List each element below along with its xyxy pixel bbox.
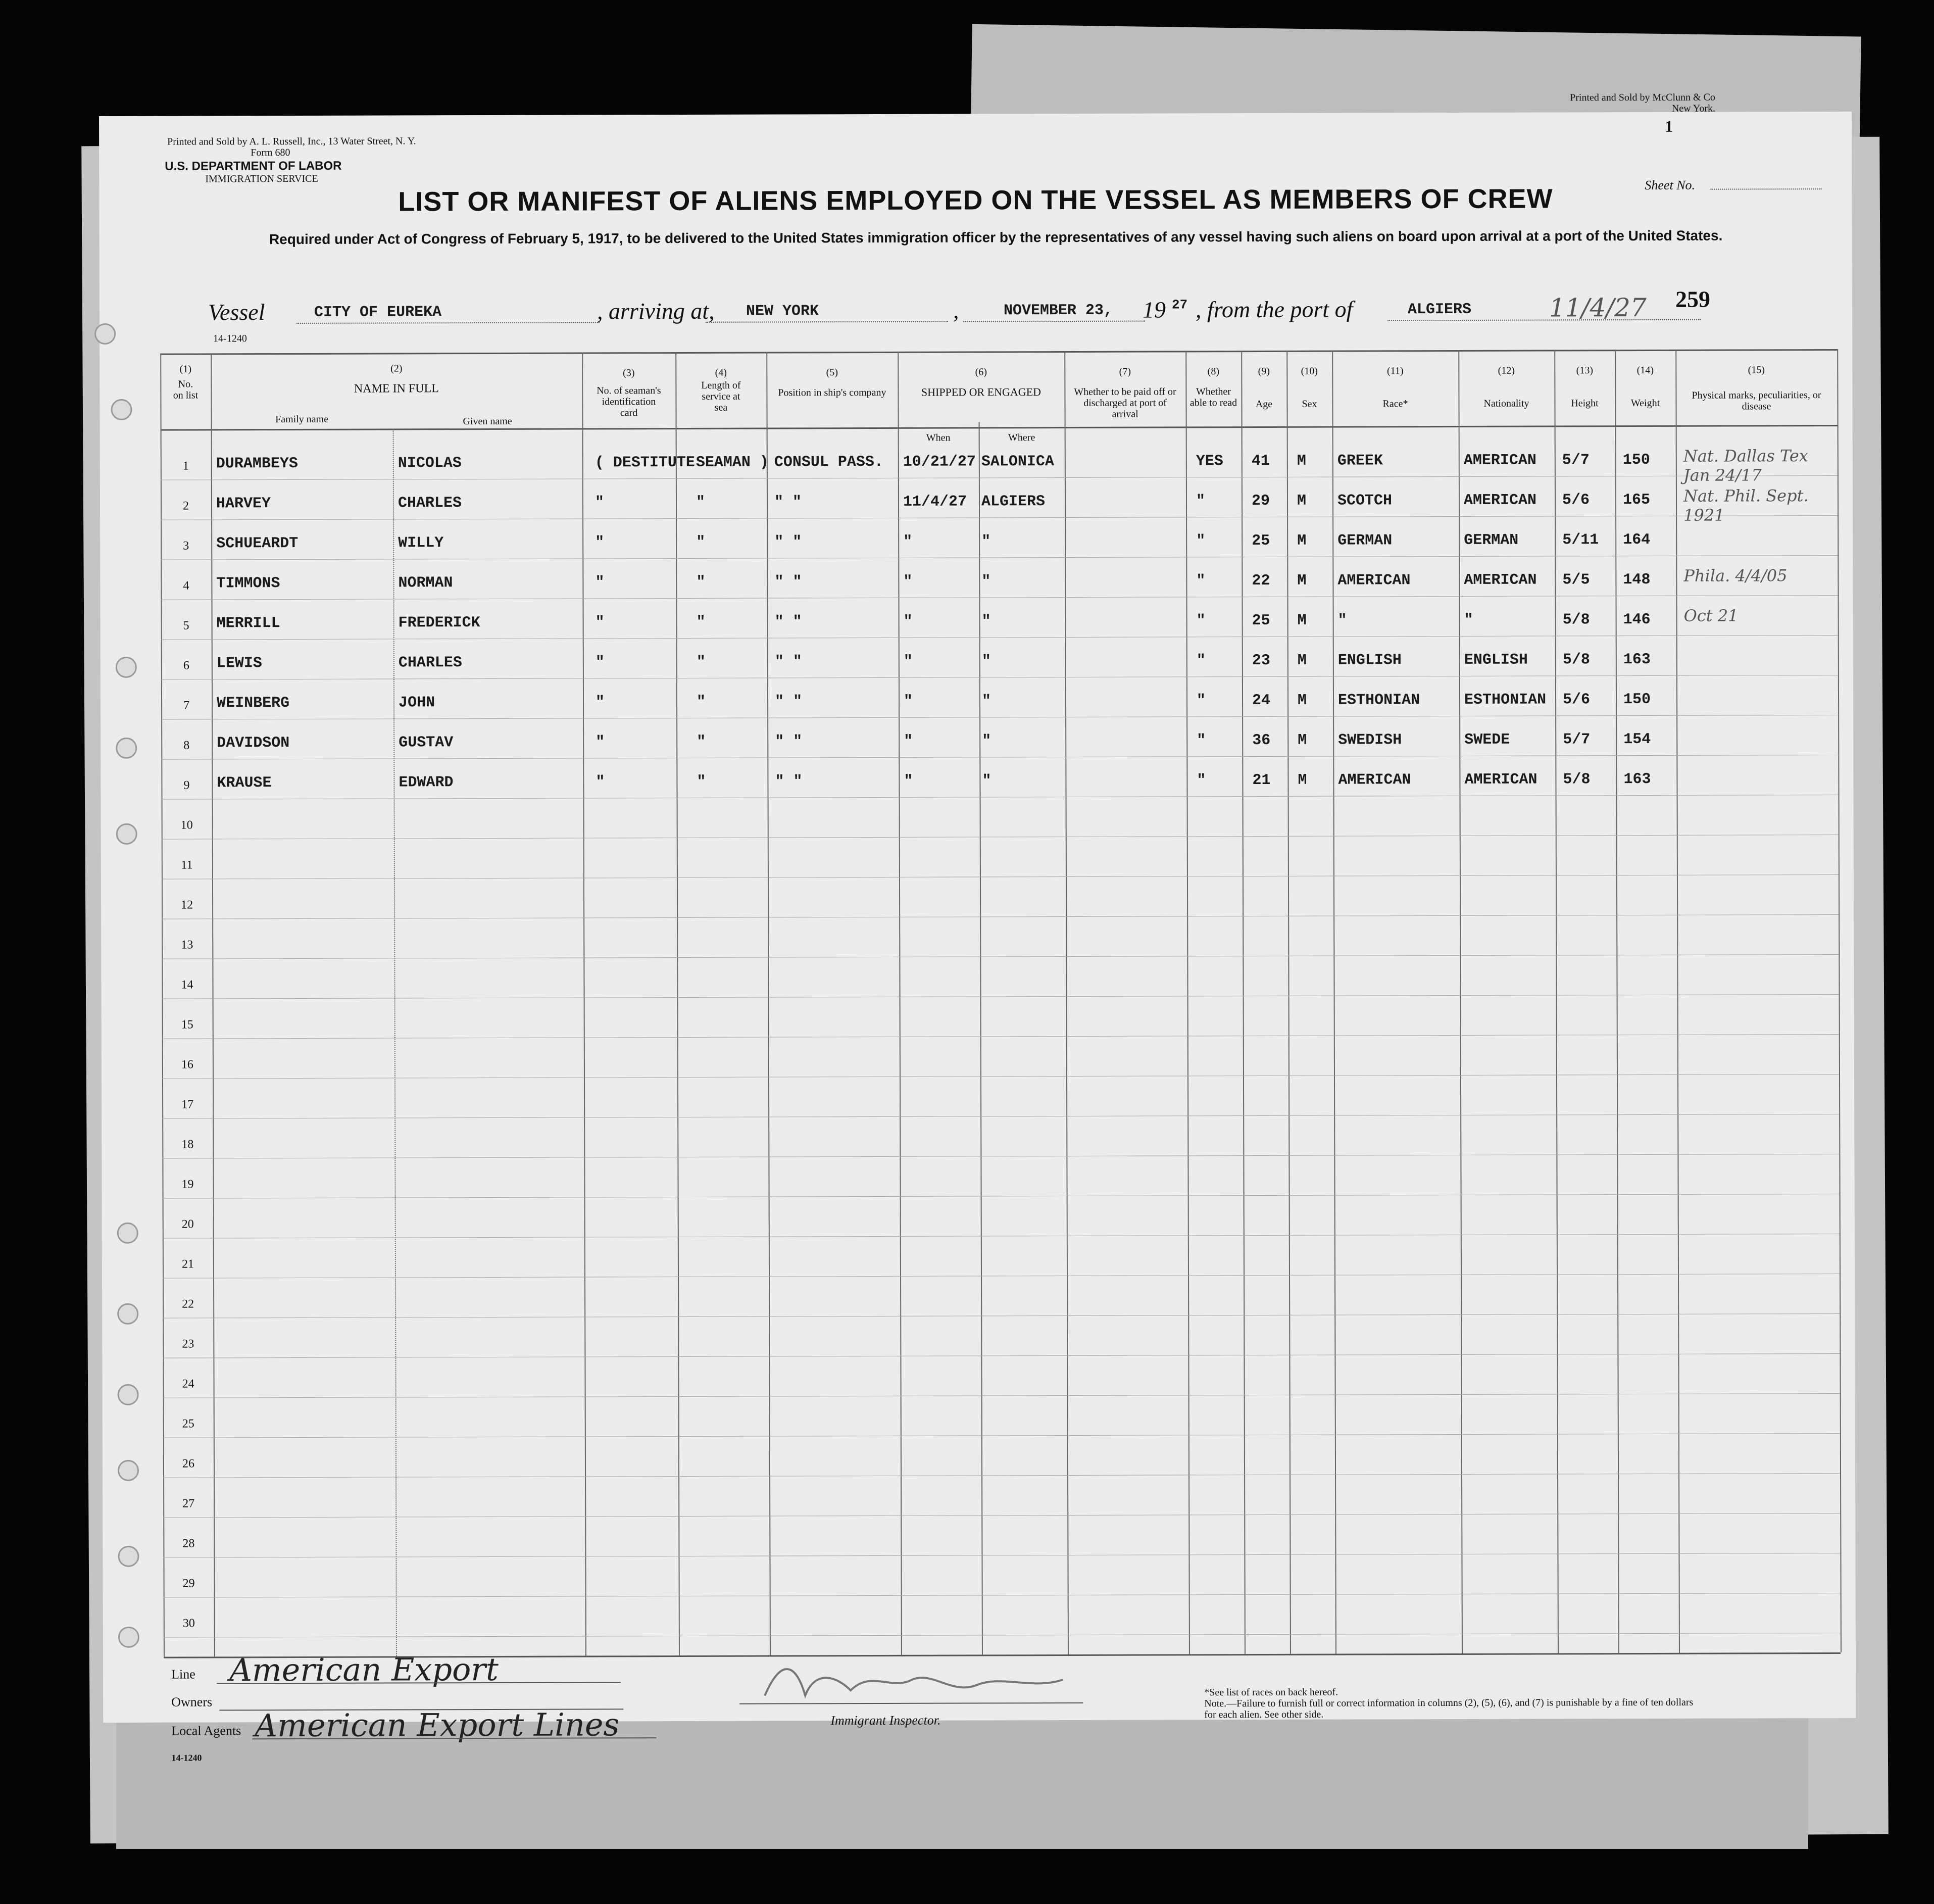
race-cell: ESTHONIAN — [1337, 692, 1420, 709]
row-rule — [162, 994, 1839, 999]
column-divider — [160, 354, 165, 1657]
family-name-cell: KRAUSE — [217, 774, 272, 792]
line-number: 15 — [181, 1018, 193, 1032]
row-rule — [161, 595, 1838, 600]
height-cell: 5/6 — [1562, 492, 1590, 509]
weight-cell: 150 — [1622, 451, 1650, 469]
row-rule — [164, 1593, 1841, 1598]
age-cell: 24 — [1252, 692, 1271, 710]
arrival-year: 27 — [1171, 297, 1188, 313]
arrival-date: NOVEMBER 23, — [1003, 302, 1113, 320]
column-divider — [1185, 351, 1190, 1654]
col15-number: (15) — [1748, 364, 1765, 376]
service-length-cell: " — [696, 573, 706, 591]
column-divider — [1837, 349, 1842, 1652]
age-cell: 29 — [1251, 492, 1270, 510]
vessel-label: Vessel — [208, 299, 265, 325]
sheet-number: 1 — [1665, 117, 1673, 135]
height-cell: 5/7 — [1563, 731, 1591, 749]
col10-number: (10) — [1301, 365, 1318, 377]
shipped-where-cell: ALGIERS — [981, 493, 1046, 511]
col8-header: Whether able to read — [1189, 386, 1237, 409]
punch-hole — [117, 1223, 138, 1244]
height-cell: 5/11 — [1562, 531, 1599, 549]
row-rule — [163, 1473, 1840, 1478]
id-card-cell: " — [595, 614, 605, 631]
row-rule — [163, 1513, 1840, 1518]
row-rule — [162, 835, 1839, 840]
nationality-cell: AMERICAN — [1464, 771, 1538, 789]
given-name-cell: NORMAN — [398, 574, 453, 592]
line-number: 9 — [183, 778, 190, 792]
row-rule — [163, 1393, 1840, 1398]
col1-number: (1) — [179, 363, 191, 375]
nationality-cell: GERMAN — [1464, 531, 1519, 549]
column-divider — [1241, 351, 1246, 1654]
shipped-where-cell: " — [981, 693, 991, 710]
age-cell: 21 — [1252, 771, 1271, 790]
row-rule — [162, 874, 1839, 880]
col6-header: SHIPPED OR ENGAGED — [921, 385, 1042, 399]
col3-number: (3) — [623, 367, 635, 379]
family-name-cell: TIMMONS — [216, 575, 280, 593]
sex-cell: M — [1297, 612, 1307, 629]
weight-cell: 163 — [1623, 651, 1651, 669]
line-number: 18 — [181, 1138, 194, 1151]
col4-number: (4) — [715, 367, 727, 378]
inspector-label: Immigrant Inspector. — [830, 1713, 941, 1728]
sex-cell: M — [1298, 731, 1307, 749]
line-number: 19 — [181, 1178, 194, 1191]
line-number: 29 — [182, 1577, 195, 1590]
line-number: 4 — [183, 579, 189, 593]
line-number: 14 — [181, 978, 193, 992]
punch-hole — [117, 1303, 138, 1325]
able-to-read-cell: " — [1197, 772, 1206, 790]
footer-code: 14-1240 — [171, 1752, 202, 1763]
position-cell: " " — [774, 573, 802, 591]
family-name-cell: DAVIDSON — [217, 735, 290, 752]
column-divider — [766, 352, 771, 1655]
shipped-where-cell: " — [981, 653, 991, 670]
race-note: *See list of races on back hereof. — [1204, 1686, 1338, 1698]
sex-cell: M — [1297, 652, 1307, 669]
sex-cell: M — [1298, 771, 1307, 789]
race-cell: " — [1337, 612, 1347, 629]
punch-hole — [118, 1546, 139, 1567]
arrival-port: NEW YORK — [746, 303, 819, 320]
given-name-cell: CHARLES — [398, 495, 462, 512]
line-number: 23 — [182, 1337, 194, 1351]
shipped-where-cell: " — [982, 772, 991, 790]
service-label: IMMIGRATION SERVICE — [205, 173, 318, 185]
row-rule — [161, 635, 1838, 640]
line-number: 10 — [180, 818, 193, 832]
manifest-sheet — [99, 91, 1856, 1763]
row-rule — [162, 1074, 1839, 1079]
col2-header: NAME IN FULL — [354, 382, 439, 396]
line-number: 26 — [182, 1457, 195, 1471]
line-number: 3 — [183, 539, 189, 553]
weight-cell: 154 — [1623, 730, 1651, 749]
race-cell: SWEDISH — [1338, 731, 1402, 749]
row-rule — [163, 1194, 1840, 1199]
col6-when-header: When — [926, 432, 951, 444]
col13-header: Height — [1571, 398, 1599, 409]
line-number: 7 — [183, 699, 190, 712]
weight-cell: 150 — [1623, 691, 1651, 709]
line-number: 5 — [183, 619, 189, 632]
row-rule — [161, 675, 1838, 680]
col8-number: (8) — [1207, 366, 1220, 377]
col11-number: (11) — [1387, 365, 1404, 377]
service-length-cell: " — [696, 533, 706, 551]
col5-header: Position in ship's company — [778, 386, 886, 399]
column-divider — [675, 352, 680, 1655]
column-divider — [898, 352, 902, 1655]
id-card-cell: " — [596, 734, 605, 751]
sheet-label: Sheet No. — [1645, 177, 1696, 192]
age-cell: 22 — [1252, 572, 1270, 590]
weight-cell: 165 — [1622, 491, 1651, 509]
able-to-read-cell: " — [1196, 692, 1206, 710]
able-to-read-cell: " — [1196, 572, 1206, 590]
weight-cell: 163 — [1623, 770, 1651, 789]
service-length-cell: " — [696, 653, 706, 671]
sex-cell: M — [1297, 452, 1306, 470]
line-number: 11 — [181, 858, 193, 872]
shipped-where-cell: " — [982, 733, 991, 750]
service-length-cell: SEAMAN ) — [696, 454, 769, 471]
shipped-where-cell: " — [981, 613, 991, 630]
given-name-cell: JOHN — [398, 694, 435, 712]
line-number: 20 — [181, 1217, 194, 1231]
col1-header: No. on list — [173, 378, 199, 401]
year-prefix: 19 — [1142, 297, 1166, 323]
row-rule — [163, 1313, 1840, 1319]
departure-line — [1387, 319, 1701, 321]
row-rule — [162, 795, 1839, 800]
physical-marks-note: Phila. 4/4/05 — [1683, 566, 1788, 585]
family-name-cell: MERRILL — [216, 615, 280, 632]
given-name-cell: FREDERICK — [398, 614, 480, 632]
able-to-read-cell: YES — [1196, 453, 1223, 470]
given-name-cell: CHARLES — [398, 654, 462, 672]
shipped-when-cell: " — [904, 772, 913, 790]
punch-hole — [116, 823, 137, 845]
row-rule — [161, 755, 1838, 760]
position-cell: " " — [774, 653, 802, 671]
nationality-cell: " — [1464, 611, 1473, 629]
id-card-cell: " — [595, 654, 605, 671]
able-to-read-cell: " — [1197, 732, 1206, 750]
shipped-when-cell: " — [904, 733, 913, 750]
col9-header: Age — [1255, 398, 1273, 410]
row-rule — [162, 1154, 1839, 1159]
line-number: 30 — [182, 1617, 195, 1630]
height-cell: 5/8 — [1562, 651, 1590, 669]
line-signature: American Export — [229, 1650, 499, 1689]
race-cell: GREEK — [1337, 452, 1383, 470]
sex-cell: M — [1297, 532, 1307, 550]
penalty-note: Note.—Failure to furnish full or correct information in columns (2), (5), (6), and (7) is punishable by a fine of ten dollars for each alien. See other side. — [1204, 1696, 1694, 1721]
sex-cell: M — [1297, 492, 1307, 510]
punch-hole — [118, 1384, 139, 1405]
position-cell: " " — [774, 693, 803, 711]
id-card-cell: " — [595, 574, 605, 592]
page-title: LIST OR MANIFEST OF ALIENS EMPLOYED ON THE VESSEL AS MEMBERS OF CREW — [398, 183, 1553, 217]
col10-header: Sex — [1302, 398, 1317, 410]
col14-number: (14) — [1637, 364, 1654, 376]
row-rule — [161, 715, 1838, 720]
col15-header: Physical marks, peculiarities, or disease — [1692, 389, 1821, 412]
position-cell: " " — [774, 613, 802, 631]
col6-where-header: Where — [1008, 432, 1035, 444]
row-rule — [162, 1114, 1839, 1119]
vessel-name: CITY OF EUREKA — [314, 304, 442, 321]
family-name-cell: HARVEY — [216, 495, 271, 513]
printer-imprint: Printed and Sold by A. L. Russell, Inc., 13 Water Street, N. Y. — [167, 135, 416, 148]
col2-family-header: Family name — [275, 413, 329, 425]
punch-hole — [118, 1627, 139, 1648]
col12-header: Nationality — [1483, 398, 1529, 409]
col7-header: Whether to be paid off or discharged at port of arrival — [1074, 386, 1176, 420]
weight-cell: 148 — [1623, 571, 1651, 589]
punch-hole — [111, 399, 132, 420]
form-number: Form 680 — [251, 147, 290, 159]
line-number: 27 — [182, 1497, 195, 1510]
row-rule — [164, 1633, 1841, 1638]
row-rule — [162, 1034, 1839, 1039]
sex-cell: M — [1297, 692, 1307, 709]
row-rule — [163, 1433, 1840, 1438]
punch-hole — [118, 1460, 139, 1481]
line-number: 12 — [181, 898, 193, 912]
id-card-cell: " — [595, 694, 605, 711]
col14-header: Weight — [1630, 397, 1660, 409]
shipped-when-cell: 10/21/27 — [903, 453, 976, 471]
col6-number: (6) — [975, 366, 987, 378]
col4-header: Length of service at sea — [701, 379, 741, 413]
id-card-cell: " — [594, 494, 605, 512]
line-number: 21 — [181, 1257, 194, 1271]
height-cell: 5/5 — [1562, 571, 1590, 589]
shipped-when-cell: " — [903, 613, 913, 630]
age-cell: 25 — [1252, 612, 1270, 630]
owners-label: Owners — [171, 1694, 213, 1710]
service-length-cell: " — [696, 494, 706, 511]
col3-header: No. of seaman's identification card — [597, 385, 661, 419]
able-to-read-cell: " — [1196, 652, 1206, 670]
form-code: 14-1240 — [213, 333, 247, 345]
agents-signature: American Export Lines — [255, 1706, 620, 1744]
comma-label: , — [953, 297, 959, 323]
nationality-cell: SWEDE — [1464, 731, 1510, 749]
line-number: 2 — [182, 499, 189, 513]
punch-hole — [94, 323, 116, 345]
position-cell: CONSUL PASS. — [774, 453, 883, 471]
col7-number: (7) — [1119, 366, 1131, 377]
shipped-where-cell: " — [981, 533, 991, 551]
punch-hole — [116, 738, 137, 759]
column-divider — [1458, 350, 1463, 1653]
shipped-when-cell: " — [903, 573, 913, 591]
line-number: 13 — [181, 938, 193, 952]
col5-number: (5) — [826, 367, 838, 378]
family-name-cell: WEINBERG — [216, 695, 290, 712]
department-label: U.S. DEPARTMENT OF LABOR — [165, 159, 342, 173]
age-cell: 23 — [1252, 652, 1270, 670]
col12-number: (12) — [1498, 365, 1515, 376]
column-divider — [1554, 350, 1559, 1653]
able-to-read-cell: " — [1196, 493, 1206, 510]
arrival-line — [706, 321, 948, 323]
column-divider — [582, 352, 586, 1655]
family-name-cell: LEWIS — [216, 655, 262, 672]
handwritten-date: 11/4/27 — [1549, 292, 1647, 323]
row-rule — [161, 475, 1838, 480]
shipped-where-cell: SALONICA — [981, 453, 1054, 471]
height-cell: 5/8 — [1563, 771, 1591, 789]
col2-given-header: Given name — [463, 415, 512, 427]
nationality-cell: ESTHONIAN — [1464, 691, 1547, 709]
col11-header: Race* — [1382, 398, 1408, 410]
column-divider — [1675, 350, 1680, 1653]
line-number: 17 — [181, 1098, 194, 1111]
nationality-cell: AMERICAN — [1463, 452, 1536, 469]
position-cell: " " — [774, 494, 802, 511]
service-length-cell: " — [696, 693, 706, 711]
age-cell: 41 — [1251, 452, 1270, 470]
line-number: 22 — [182, 1297, 194, 1311]
height-cell: 5/6 — [1562, 691, 1591, 709]
line-label: Line — [171, 1667, 195, 1682]
family-name-cell: SCHUEARDT — [216, 534, 299, 553]
column-divider — [1615, 350, 1619, 1653]
row-rule — [162, 954, 1839, 959]
line-number: 1 — [182, 459, 189, 473]
column-divider — [979, 422, 983, 1654]
nationality-cell: ENGLISH — [1464, 651, 1528, 669]
table-border — [160, 349, 1837, 355]
column-divider — [1286, 351, 1291, 1654]
age-cell: 25 — [1252, 532, 1270, 550]
race-cell: ENGLISH — [1337, 652, 1402, 669]
family-name-cell: DURAMBEYS — [216, 455, 298, 473]
given-name-cell: GUSTAV — [399, 734, 454, 752]
agents-label: Local Agents — [171, 1723, 241, 1738]
page-subtitle: Required under Act of Congress of February 5, 1917, to be delivered to the United States immigration officer by the representatives of any vessel having such aliens on board upon arrival at a port of the United States. — [269, 227, 1723, 248]
physical-marks-note: Nat. Dallas Tex Jan 24/17 — [1683, 446, 1808, 485]
row-rule — [161, 515, 1838, 520]
position-cell: " " — [774, 533, 802, 551]
from-port-label: , from the port of — [1195, 296, 1353, 323]
given-name-cell: EDWARD — [399, 774, 454, 792]
col13-number: (13) — [1576, 365, 1594, 376]
physical-marks-note: Oct 21 — [1683, 606, 1739, 625]
line-number: 25 — [182, 1417, 194, 1431]
row-rule — [163, 1553, 1840, 1558]
page-number: 259 — [1675, 286, 1711, 312]
arriving-label: , arriving at, — [597, 298, 715, 324]
line-number: 24 — [182, 1377, 194, 1391]
column-divider — [1332, 351, 1336, 1654]
row-rule — [163, 1234, 1840, 1239]
race-cell: AMERICAN — [1337, 572, 1411, 590]
date-line — [963, 321, 1145, 322]
printer-imprint-right: Printed and Sold by McClunn & Co New York. — [1570, 91, 1715, 114]
line-number: 6 — [183, 659, 189, 672]
height-cell: 5/7 — [1562, 452, 1590, 469]
punch-hole — [116, 657, 137, 678]
age-cell: 36 — [1252, 731, 1271, 750]
sex-cell: M — [1297, 572, 1307, 590]
shipped-when-cell: " — [903, 653, 913, 670]
shipped-when-cell: 11/4/27 — [903, 493, 967, 511]
race-cell: AMERICAN — [1338, 771, 1411, 789]
able-to-read-cell: " — [1196, 612, 1206, 630]
column-divider — [1064, 351, 1069, 1654]
row-rule — [161, 555, 1838, 560]
shipped-when-cell: " — [903, 533, 913, 551]
weight-cell: 164 — [1623, 531, 1651, 549]
physical-marks-note: Nat. Phil. Sept. 1921 — [1683, 486, 1809, 525]
service-length-cell: " — [697, 733, 706, 751]
line-number: 8 — [183, 739, 190, 752]
col2-number: (2) — [390, 363, 403, 374]
shipped-where-cell: " — [981, 573, 991, 591]
weight-cell: 146 — [1623, 611, 1651, 629]
id-card-cell: ( DESTITUTE — [594, 454, 695, 472]
id-card-cell: " — [596, 773, 605, 791]
column-divider — [393, 428, 397, 1656]
nationality-cell: AMERICAN — [1463, 492, 1537, 509]
id-card-cell: " — [595, 534, 605, 552]
column-divider — [211, 353, 215, 1656]
position-cell: " " — [775, 773, 803, 791]
departure-port: ALGIERS — [1407, 301, 1472, 319]
race-cell: SCOTCH — [1337, 492, 1393, 510]
line-number: 28 — [182, 1537, 195, 1550]
given-name-cell: WILLY — [398, 534, 444, 552]
nationality-cell: AMERICAN — [1464, 571, 1537, 589]
row-rule — [162, 914, 1839, 919]
height-cell: 5/8 — [1562, 611, 1590, 629]
able-to-read-cell: " — [1196, 532, 1206, 550]
service-length-cell: " — [697, 773, 706, 791]
row-rule — [163, 1274, 1840, 1279]
position-cell: " " — [775, 733, 803, 751]
race-cell: GERMAN — [1337, 532, 1393, 550]
vessel-line — [296, 322, 600, 324]
given-name-cell: NICOLAS — [398, 455, 462, 472]
line-number: 16 — [181, 1058, 193, 1071]
crew-table — [160, 349, 1841, 1657]
inspector-signature — [750, 1649, 1103, 1716]
shipped-when-cell: " — [903, 693, 913, 710]
col9-number: (9) — [1258, 365, 1270, 377]
row-rule — [163, 1353, 1840, 1358]
service-length-cell: " — [696, 613, 706, 631]
